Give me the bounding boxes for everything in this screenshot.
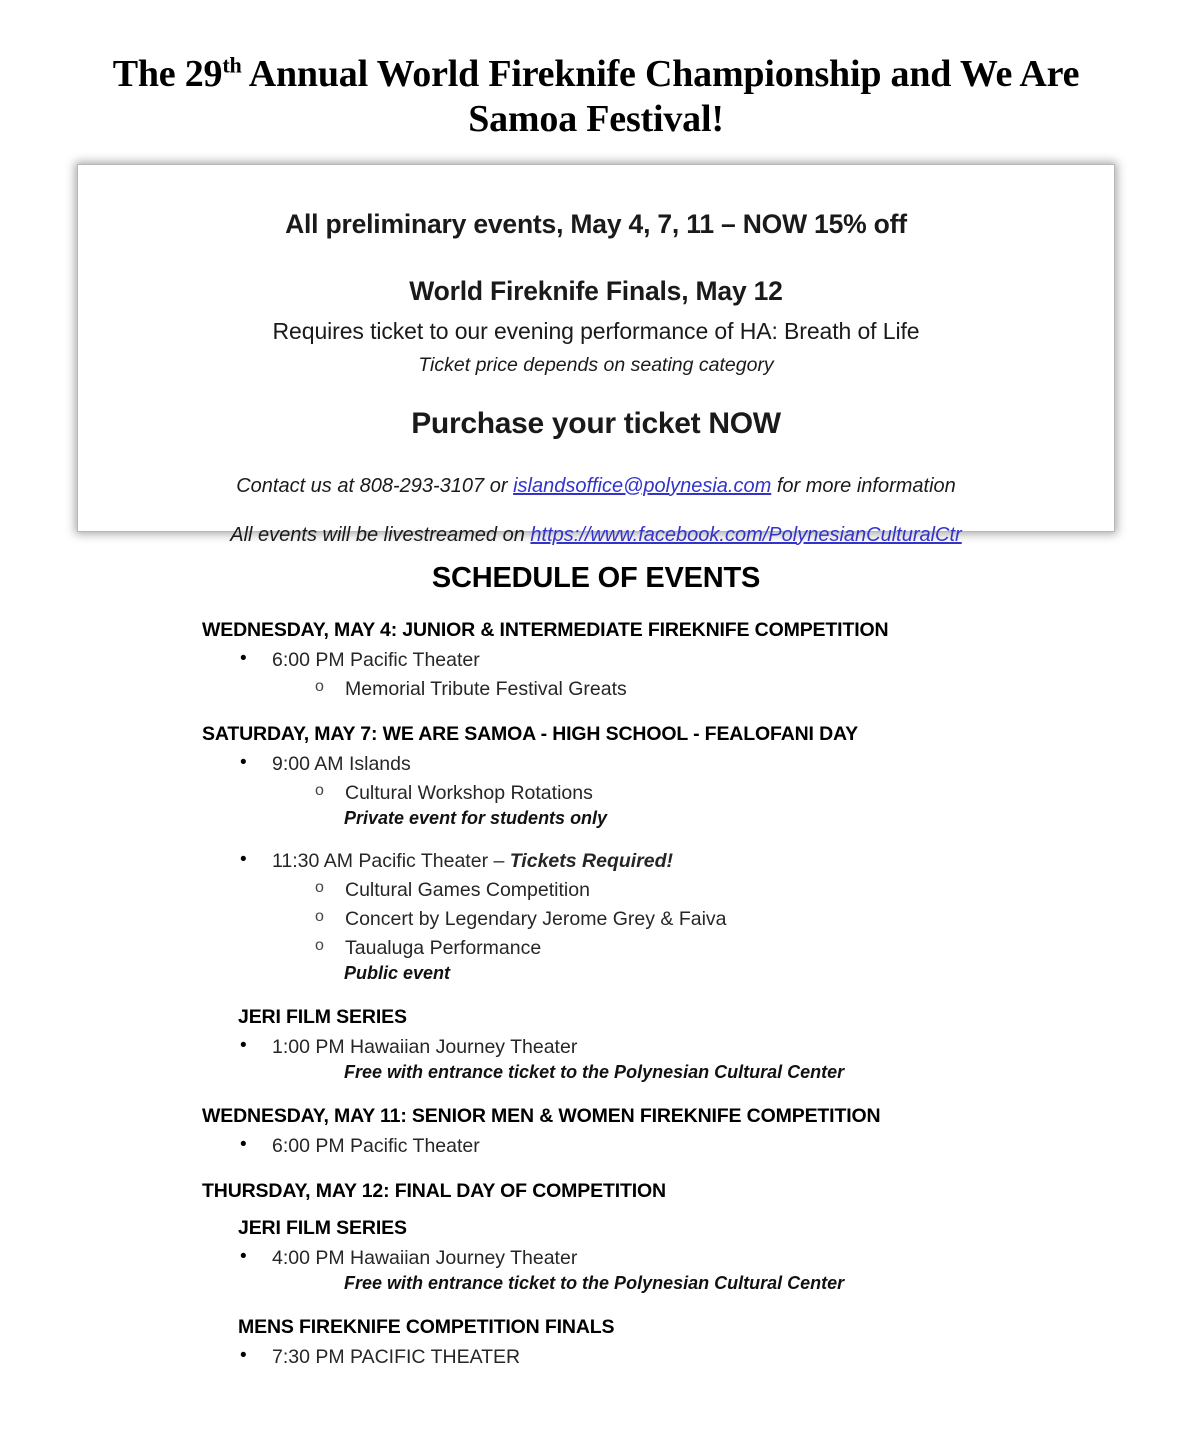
schedule-day-block [0, 1180, 1192, 1369]
schedule-item: • 1:00 PM Hawaiian Journey Theater [240, 1036, 1192, 1059]
page-title-prefix: The 29 [112, 53, 223, 95]
schedule-item: o Memorial Tribute Festival Greats [315, 678, 1192, 701]
promotional-box [77, 164, 1115, 546]
spacer [0, 1294, 1192, 1316]
schedule-item: • 4:00 PM Hawaiian Journey Theater [240, 1247, 1192, 1270]
schedule-note: Public event [344, 962, 451, 983]
promo-preliminary-events: All preliminary events, May 4, 7, 11 – NOW 15% off [285, 208, 907, 239]
email-link[interactable]: islandsoffice@polynesia.com [513, 474, 772, 497]
schedule-item: • 9:00 AM Islands [240, 753, 1192, 776]
schedule-day-block [0, 1105, 1192, 1158]
spacer [0, 984, 1192, 1006]
subsection-heading: JERI FILM SERIES [238, 1216, 407, 1239]
facebook-livestream-link[interactable]: https://www.facebook.com/PolynesianCulturalCtr [530, 523, 962, 546]
page-title-ordinal-suffix: th [222, 52, 242, 78]
schedule-list [0, 619, 1192, 1369]
contact-suffix-text: for more information [771, 474, 956, 497]
day-heading: THURSDAY, MAY 12: FINAL DAY OF COMPETITION [202, 1179, 666, 1202]
schedule-day-block [0, 619, 1192, 701]
spacer [0, 1158, 1192, 1180]
spacer [0, 1203, 1192, 1217]
page-title [0, 0, 1192, 142]
promo-requires-ticket: Requires ticket to our evening performance of HA: Breath of Life [272, 317, 920, 344]
schedule-item: • 6:00 PM Pacific Theater [240, 649, 1192, 672]
schedule-item: o Concert by Legendary Jerome Grey & Faiva [315, 908, 1192, 931]
promo-box-wrapper [77, 164, 1115, 546]
promo-finals-date: World Fireknife Finals, May 12 [409, 275, 783, 306]
schedule-note: Free with entrance ticket to the Polynesian Cultural Center [344, 1272, 845, 1293]
schedule-item: o Taualuga Performance [315, 937, 1192, 960]
spacer [0, 829, 1192, 843]
schedule-item: • 7:30 PM PACIFIC THEATER [240, 1346, 1192, 1369]
day-heading: SATURDAY, MAY 7: WE ARE SAMOA - HIGH SCHOOL - FEALOFANI DAY [202, 722, 859, 745]
schedule-item: • 6:00 PM Pacific Theater [240, 1135, 1192, 1158]
schedule-item: o Cultural Workshop Rotations [315, 782, 1192, 805]
schedule-day-block [0, 723, 1192, 1083]
subsection-heading: JERI FILM SERIES [238, 1005, 407, 1028]
schedule-heading: SCHEDULE OF EVENTS [431, 561, 761, 594]
livestream-prefix-text: All events will be livestreamed on [230, 523, 531, 546]
schedule-item: o Cultural Games Competition [315, 879, 1192, 902]
schedule-note: Free with entrance ticket to the Polynesian Cultural Center [344, 1061, 845, 1082]
spacer [0, 701, 1192, 723]
contact-prefix-text: Contact us at 808-293-3107 or [236, 474, 514, 497]
promo-livestream-line [104, 524, 1088, 547]
promo-price-note: Ticket price depends on seating category [418, 353, 774, 376]
promo-purchase-cta: Purchase your ticket NOW [411, 406, 781, 440]
tickets-required-emphasis: Tickets Required! [509, 849, 674, 872]
schedule-note: Private event for students only [344, 807, 608, 828]
page-title-rest: Annual World Fireknife Championship and We Are Samoa Festival! [241, 53, 1080, 140]
day-heading: WEDNESDAY, MAY 11: SENIOR MEN & WOMEN FIREKNIFE COMPETITION [202, 1104, 881, 1127]
schedule-item [240, 850, 1192, 873]
day-heading: WEDNESDAY, MAY 4: JUNIOR & INTERMEDIATE FIREKNIFE COMPETITION [202, 618, 889, 641]
promo-contact-line [104, 475, 1088, 498]
subsection-heading: MENS FIREKNIFE COMPETITION FINALS [238, 1315, 615, 1338]
spacer [0, 1083, 1192, 1105]
schedule-item-text: 11:30 AM Pacific Theater – [272, 849, 510, 872]
